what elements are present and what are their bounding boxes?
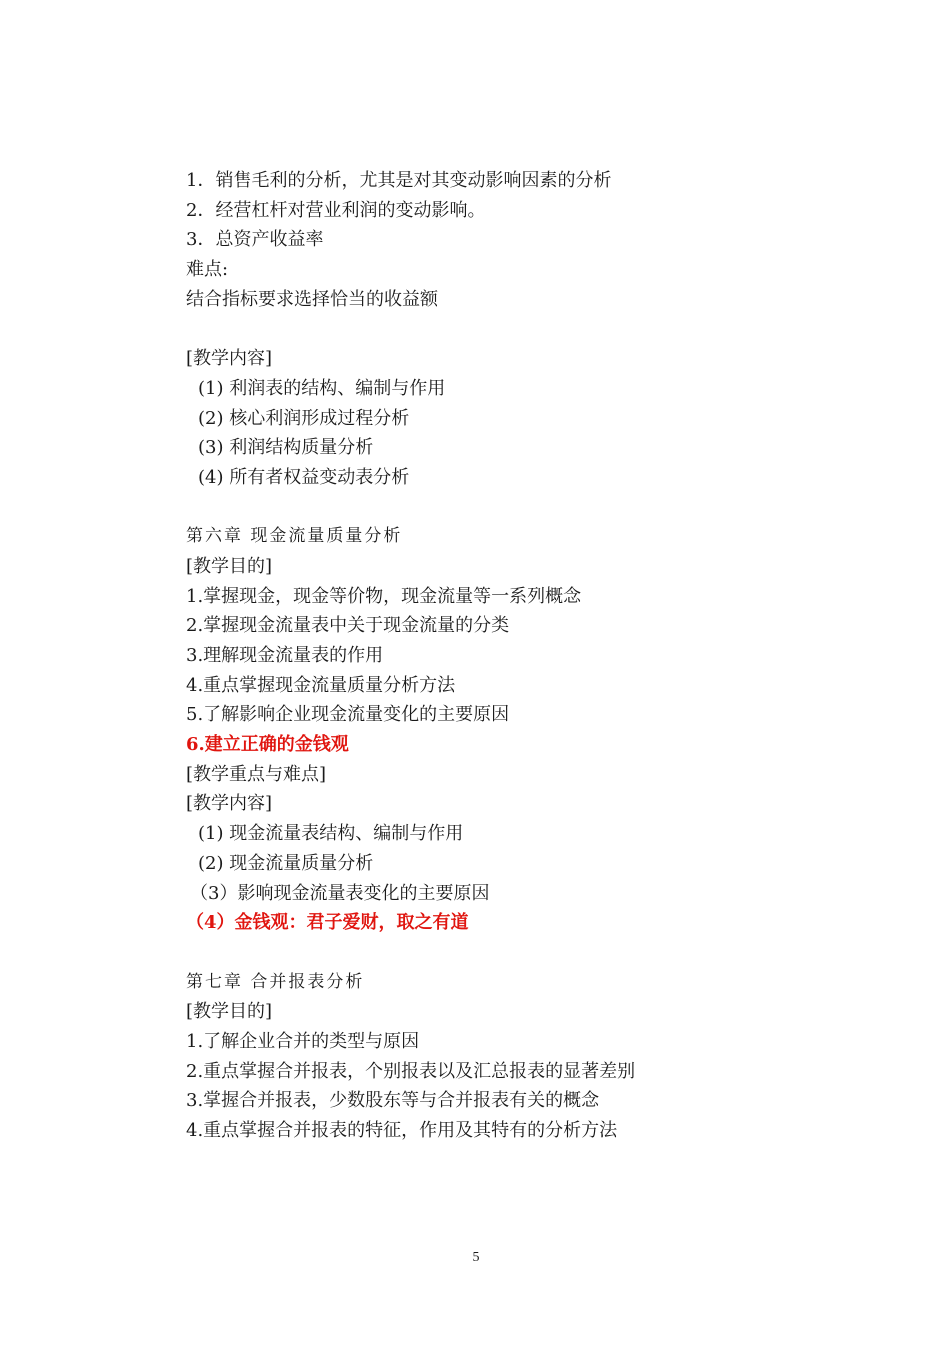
list-item: 2.掌握现金流量表中关于现金流量的分类 [186,615,510,637]
highlight-content: （4）金钱观：君子爱财，取之有道 [186,912,469,934]
list-item: (1) 利润表的结构、编制与作用 [198,377,446,399]
chapter-title: 第六章 现金流量质量分析 [186,526,403,547]
list-item: 5.了解影响企业现金流量变化的主要原因 [186,704,510,726]
list-item: （3）影响现金流量表变化的主要原因 [190,882,490,904]
spacer [186,493,866,523]
chapter-title: 第七章 合并报表分析 [186,971,365,992]
spacer [186,314,866,344]
spacer [186,938,866,968]
content-label: [教学内容] [186,348,273,370]
difficulty-label: 难点: [186,259,229,281]
list-item: 2.重点掌握合并报表，个别报表以及汇总报表的显著差别 [186,1060,636,1082]
list-item: (1) 现金流量表结构、编制与作用 [198,823,464,845]
list-item: 1.了解企业合并的类型与原因 [186,1030,420,1052]
highlight-goal: 6.建立正确的金钱观 [186,734,349,756]
content-label: [教学内容] [186,793,273,815]
list-item: (4) 所有者权益变动表分析 [198,466,410,488]
list-item: 1.掌握现金，现金等价物，现金流量等一系列概念 [186,585,582,607]
goals-label: [教学目的] [186,1001,273,1023]
list-item: (2) 现金流量质量分析 [198,852,374,874]
document-body [186,166,866,1146]
goals-label: [教学目的] [186,555,273,577]
list-item: (3) 利润结构质量分析 [198,437,374,459]
key-points-label: [教学重点与难点] [186,763,327,785]
list-item: 4.重点掌握现金流量质量分析方法 [186,674,456,696]
list-item: 3.掌握合并报表，少数股东等与合并报表有关的概念 [186,1090,600,1112]
list-item: (2) 核心利润形成过程分析 [198,407,410,429]
list-item: 2．经营杠杆对营业利润的变动影响。 [186,199,486,221]
page-number: 5 [472,1250,480,1265]
list-item: 3.理解现金流量表的作用 [186,645,384,666]
list-item: 3．总资产收益率 [186,229,324,251]
difficulty-text: 结合指标要求选择恰当的收益额 [186,288,438,310]
list-item: 4.重点掌握合并报表的特征，作用及其特有的分析方法 [186,1120,618,1141]
list-item: 1．销售毛利的分析，尤其是对其变动影响因素的分析 [186,170,612,191]
